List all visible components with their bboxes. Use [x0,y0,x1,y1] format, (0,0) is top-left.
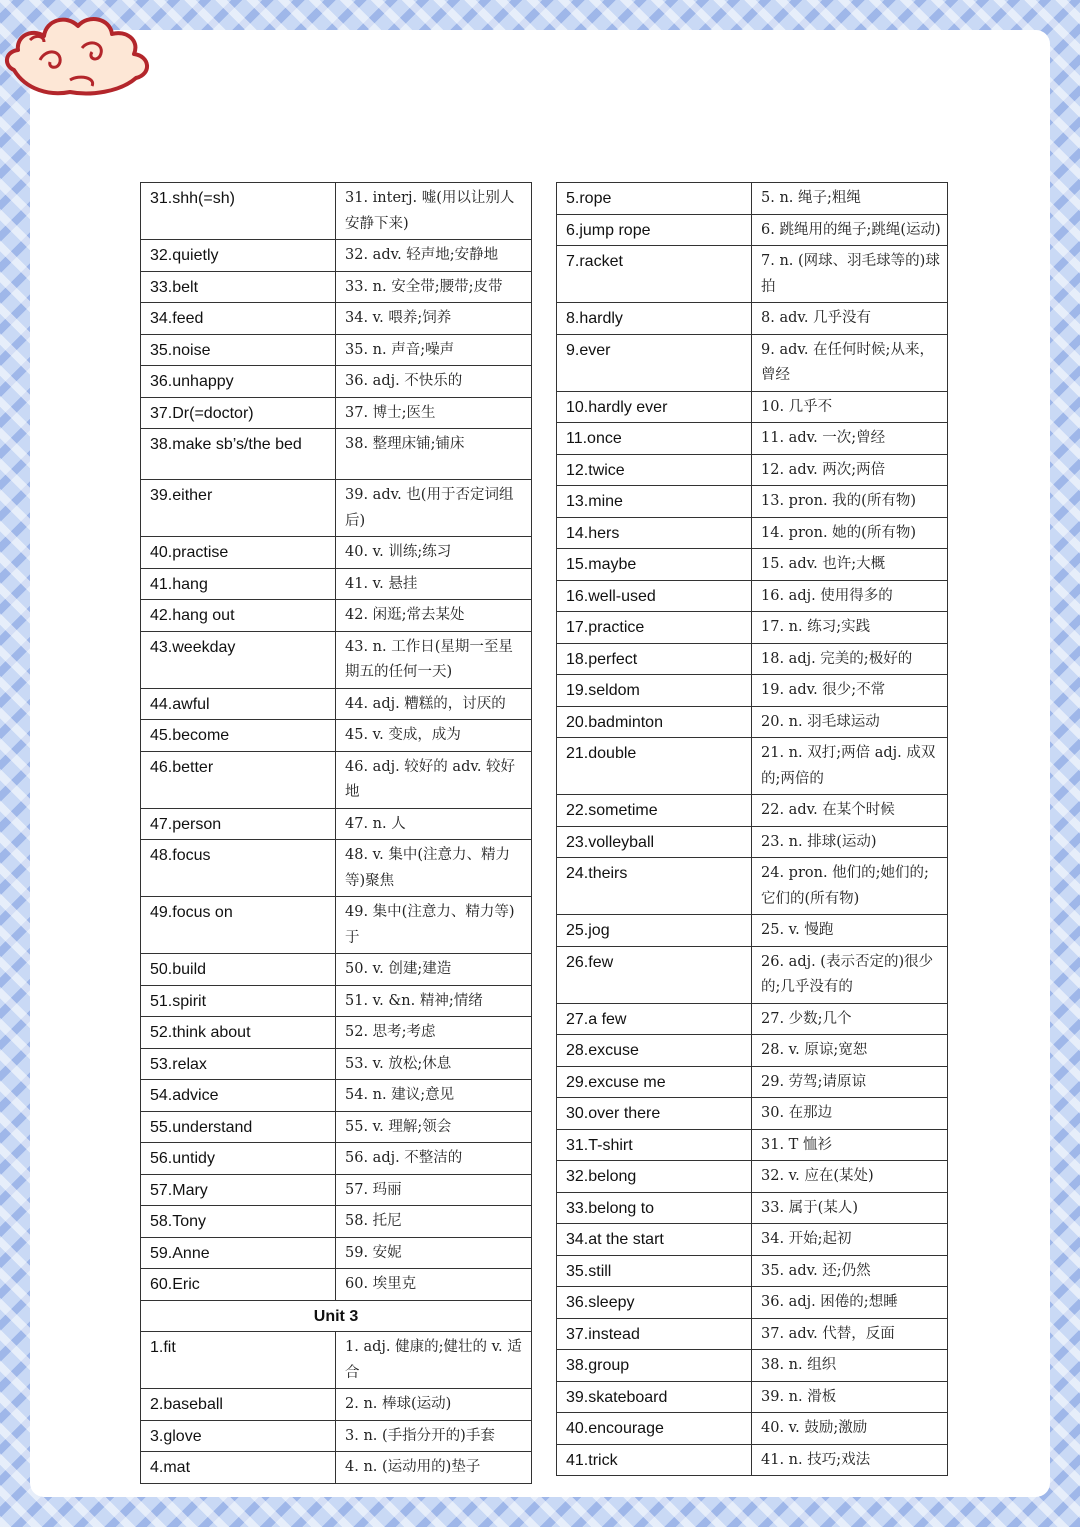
word-cell: 38.make sb’s/the bed [141,429,336,480]
word-cell: 26.few [557,946,752,1003]
word-cell: 1.fit [141,1332,336,1389]
cloud-icon [0,0,160,110]
meaning-cell: 60. 埃里克 [336,1269,532,1301]
word-cell: 31.shh(=sh) [141,183,336,240]
meaning-cell: 10. 几乎不 [752,391,948,423]
word-cell: 36.sleepy [557,1287,752,1319]
meaning-cell: 21. n. 双打;两倍 adj. 成双的;两倍的 [752,738,948,795]
word-cell: 16.well-used [557,580,752,612]
word-cell: 41.hang [141,568,336,600]
word-cell: 24.theirs [557,858,752,915]
meaning-cell: 34. 开始;起初 [752,1224,948,1256]
meaning-cell: 16. adj. 使用得多的 [752,580,948,612]
table-row [141,1420,532,1452]
word-cell: 49.focus on [141,897,336,954]
meaning-cell: 45. v. 变成，成为 [336,720,532,752]
table-row [557,858,948,915]
table-row [141,631,532,688]
word-cell: 33.belong to [557,1192,752,1224]
word-cell: 55.understand [141,1111,336,1143]
meaning-cell: 33. 属于(某人) [752,1192,948,1224]
table-row [141,537,532,569]
table-row [557,517,948,549]
meaning-cell: 44. adj. 糟糕的，讨厌的 [336,688,532,720]
word-cell: 40.practise [141,537,336,569]
word-cell: 5.rope [557,183,752,215]
meaning-cell: 26. adj. (表示否定的)很少的;几乎没有的 [752,946,948,1003]
word-cell: 53.relax [141,1048,336,1080]
table-row [141,1174,532,1206]
table-row [557,391,948,423]
word-cell: 30.over there [557,1098,752,1130]
table-row [141,366,532,398]
table-row [557,1161,948,1193]
word-cell: 8.hardly [557,303,752,335]
meaning-cell: 11. adv. 一次;曾经 [752,423,948,455]
meaning-cell: 48. v. 集中(注意力、精力等)聚焦 [336,840,532,897]
table-row [557,643,948,675]
word-cell: 39.skateboard [557,1381,752,1413]
table-row [141,1143,532,1175]
meaning-cell: 22. adv. 在某个时候 [752,795,948,827]
table-row [141,840,532,897]
word-cell: 37.instead [557,1318,752,1350]
meaning-cell: 13. pron. 我的(所有物) [752,486,948,518]
meaning-cell: 17. n. 练习;实践 [752,612,948,644]
table-row [141,751,532,808]
meaning-cell: 31. interj. 嘘(用以让别人安静下来) [336,183,532,240]
word-cell: 51.spirit [141,985,336,1017]
table-row [557,795,948,827]
meaning-cell: 39. n. 滑板 [752,1381,948,1413]
meaning-cell: 49. 集中(注意力、精力等)于 [336,897,532,954]
word-cell: 18.perfect [557,643,752,675]
table-row [557,826,948,858]
meaning-cell: 15. adv. 也许;大概 [752,549,948,581]
meaning-cell: 36. adj. 不快乐的 [336,366,532,398]
word-cell: 38.group [557,1350,752,1382]
table-row [557,1098,948,1130]
table-row [557,1035,948,1067]
meaning-cell: 2. n. 棒球(运动) [336,1389,532,1421]
meaning-cell: 5. n. 绳子;粗绳 [752,183,948,215]
word-cell: 42.hang out [141,600,336,632]
table-row [557,1287,948,1319]
meaning-cell: 40. v. 鼓励;激励 [752,1413,948,1445]
meaning-cell: 36. adj. 困倦的;想睡 [752,1287,948,1319]
meaning-cell: 31. T 恤衫 [752,1129,948,1161]
table-row [557,246,948,303]
word-cell: 3.glove [141,1420,336,1452]
word-cell: 15.maybe [557,549,752,581]
word-cell: 23.volleyball [557,826,752,858]
table-row [557,1381,948,1413]
word-cell: 10.hardly ever [557,391,752,423]
meaning-cell: 4. n. (运动用的)垫子 [336,1452,532,1484]
table-row [141,720,532,752]
meaning-cell: 41. n. 技巧;戏法 [752,1444,948,1476]
meaning-cell: 29. 劳驾;请原谅 [752,1066,948,1098]
meaning-cell: 8. adv. 几乎没有 [752,303,948,335]
meaning-cell: 43. n. 工作日(星期一至星期五的任何一天) [336,631,532,688]
word-cell: 2.baseball [141,1389,336,1421]
table-row [557,1350,948,1382]
table-row [141,1237,532,1269]
table-row [557,612,948,644]
word-cell: 19.seldom [557,675,752,707]
table-row [141,600,532,632]
meaning-cell: 9. adv. 在任何时候;从来，曾经 [752,334,948,391]
word-cell: 52.think about [141,1017,336,1049]
meaning-cell: 23. n. 排球(运动) [752,826,948,858]
word-cell: 47.person [141,808,336,840]
table-row [141,808,532,840]
meaning-cell: 58. 托尼 [336,1206,532,1238]
word-cell: 37.Dr(=doctor) [141,397,336,429]
word-cell: 58.Tony [141,1206,336,1238]
word-cell: 20.badminton [557,706,752,738]
word-cell: 27.a few [557,1003,752,1035]
meaning-cell: 24. pron. 他们的;她们的;它们的(所有物) [752,858,948,915]
table-row [557,423,948,455]
word-cell: 28.excuse [557,1035,752,1067]
table-row [141,303,532,335]
meaning-cell: 14. pron. 她的(所有物) [752,517,948,549]
table-row [141,1452,532,1484]
meaning-cell: 33. n. 安全带;腰带;皮带 [336,271,532,303]
meaning-cell: 38. 整理床铺;铺床 [336,429,532,480]
word-cell: 54.advice [141,1080,336,1112]
table-row [557,1192,948,1224]
unit-heading: Unit 3 [141,1300,532,1332]
table-row [141,480,532,537]
table-row [141,1300,532,1332]
word-cell: 14.hers [557,517,752,549]
table-row [557,675,948,707]
table-row [557,706,948,738]
table-row [557,183,948,215]
table-row [557,454,948,486]
meaning-cell: 39. adv. 也(用于否定词组后) [336,480,532,537]
meaning-cell: 41. v. 悬挂 [336,568,532,600]
meaning-cell: 7. n. (网球、羽毛球等的)球拍 [752,246,948,303]
meaning-cell: 40. v. 训练;练习 [336,537,532,569]
word-cell: 6.jump rope [557,214,752,246]
table-row [557,1066,948,1098]
table-row [141,985,532,1017]
table-row [557,738,948,795]
table-row [141,240,532,272]
word-cell: 9.ever [557,334,752,391]
word-cell: 32.quietly [141,240,336,272]
meaning-cell: 53. v. 放松;休息 [336,1048,532,1080]
meaning-cell: 30. 在那边 [752,1098,948,1130]
word-cell: 17.practice [557,612,752,644]
word-cell: 13.mine [557,486,752,518]
table-row [141,1269,532,1301]
meaning-cell: 35. n. 声音;噪声 [336,334,532,366]
word-cell: 60.Eric [141,1269,336,1301]
table-row [557,214,948,246]
word-cell: 59.Anne [141,1237,336,1269]
meaning-cell: 46. adj. 较好的 adv. 较好地 [336,751,532,808]
table-row [557,1444,948,1476]
meaning-cell: 37. 博士;医生 [336,397,532,429]
word-cell: 32.belong [557,1161,752,1193]
word-cell: 39.either [141,480,336,537]
word-cell: 41.trick [557,1444,752,1476]
table-row [557,486,948,518]
table-row [141,897,532,954]
table-row [141,1206,532,1238]
meaning-cell: 38. n. 组织 [752,1350,948,1382]
meaning-cell: 52. 思考;考虑 [336,1017,532,1049]
table-row [141,954,532,986]
word-cell: 45.become [141,720,336,752]
table-row [557,946,948,1003]
word-cell: 34.at the start [557,1224,752,1256]
table-row [141,397,532,429]
meaning-cell: 25. v. 慢跑 [752,915,948,947]
table-row [141,1048,532,1080]
table-row [141,1017,532,1049]
word-cell: 21.double [557,738,752,795]
word-cell: 7.racket [557,246,752,303]
meaning-cell: 20. n. 羽毛球运动 [752,706,948,738]
table-row [557,1129,948,1161]
word-cell: 4.mat [141,1452,336,1484]
meaning-cell: 6. 跳绳用的绳子;跳绳(运动) [752,214,948,246]
meaning-cell: 51. v. &n. 精神;情绪 [336,985,532,1017]
table-row [557,1003,948,1035]
meaning-cell: 56. adj. 不整洁的 [336,1143,532,1175]
word-cell: 57.Mary [141,1174,336,1206]
table-row [141,271,532,303]
table-row [557,1224,948,1256]
word-cell: 34.feed [141,303,336,335]
vocab-table-right [556,182,948,1476]
word-cell: 11.once [557,423,752,455]
word-cell: 44.awful [141,688,336,720]
meaning-cell: 28. v. 原谅;宽恕 [752,1035,948,1067]
meaning-cell: 1. adj. 健康的;健壮的 v. 适合 [336,1332,532,1389]
meaning-cell: 3. n. (手指分开的)手套 [336,1420,532,1452]
word-cell: 48.focus [141,840,336,897]
word-cell: 22.sometime [557,795,752,827]
word-cell: 12.twice [557,454,752,486]
meaning-cell: 55. v. 理解;领会 [336,1111,532,1143]
table-row [557,580,948,612]
table-row [141,1389,532,1421]
meaning-cell: 37. adv. 代替，反面 [752,1318,948,1350]
word-cell: 50.build [141,954,336,986]
table-row [557,549,948,581]
meaning-cell: 32. v. 应在(某处) [752,1161,948,1193]
meaning-cell: 19. adv. 很少;不常 [752,675,948,707]
meaning-cell: 47. n. 人 [336,808,532,840]
word-cell: 35.noise [141,334,336,366]
table-row [141,1080,532,1112]
meaning-cell: 27. 少数;几个 [752,1003,948,1035]
word-cell: 36.unhappy [141,366,336,398]
table-row [141,183,532,240]
meaning-cell: 12. adv. 两次;两倍 [752,454,948,486]
word-cell: 25.jog [557,915,752,947]
table-row [141,1111,532,1143]
table-row [557,1318,948,1350]
table-row [557,303,948,335]
word-cell: 31.T-shirt [557,1129,752,1161]
table-row [557,334,948,391]
table-row [557,1255,948,1287]
vocab-table-left [140,182,532,1484]
table-row [141,429,532,480]
word-cell: 29.excuse me [557,1066,752,1098]
word-cell: 56.untidy [141,1143,336,1175]
table-row [557,1413,948,1445]
meaning-cell: 18. adj. 完美的;极好的 [752,643,948,675]
meaning-cell: 50. v. 创建;建造 [336,954,532,986]
meaning-cell: 34. v. 喂养;饲养 [336,303,532,335]
table-row [557,915,948,947]
table-row [141,688,532,720]
word-cell: 46.better [141,751,336,808]
table-row [141,568,532,600]
word-cell: 35.still [557,1255,752,1287]
word-cell: 40.encourage [557,1413,752,1445]
meaning-cell: 59. 安妮 [336,1237,532,1269]
meaning-cell: 32. adv. 轻声地;安静地 [336,240,532,272]
meaning-cell: 42. 闲逛;常去某处 [336,600,532,632]
word-cell: 33.belt [141,271,336,303]
meaning-cell: 35. adv. 还;仍然 [752,1255,948,1287]
table-row [141,1332,532,1389]
word-cell: 43.weekday [141,631,336,688]
meaning-cell: 57. 玛丽 [336,1174,532,1206]
meaning-cell: 54. n. 建议;意见 [336,1080,532,1112]
table-row [141,334,532,366]
